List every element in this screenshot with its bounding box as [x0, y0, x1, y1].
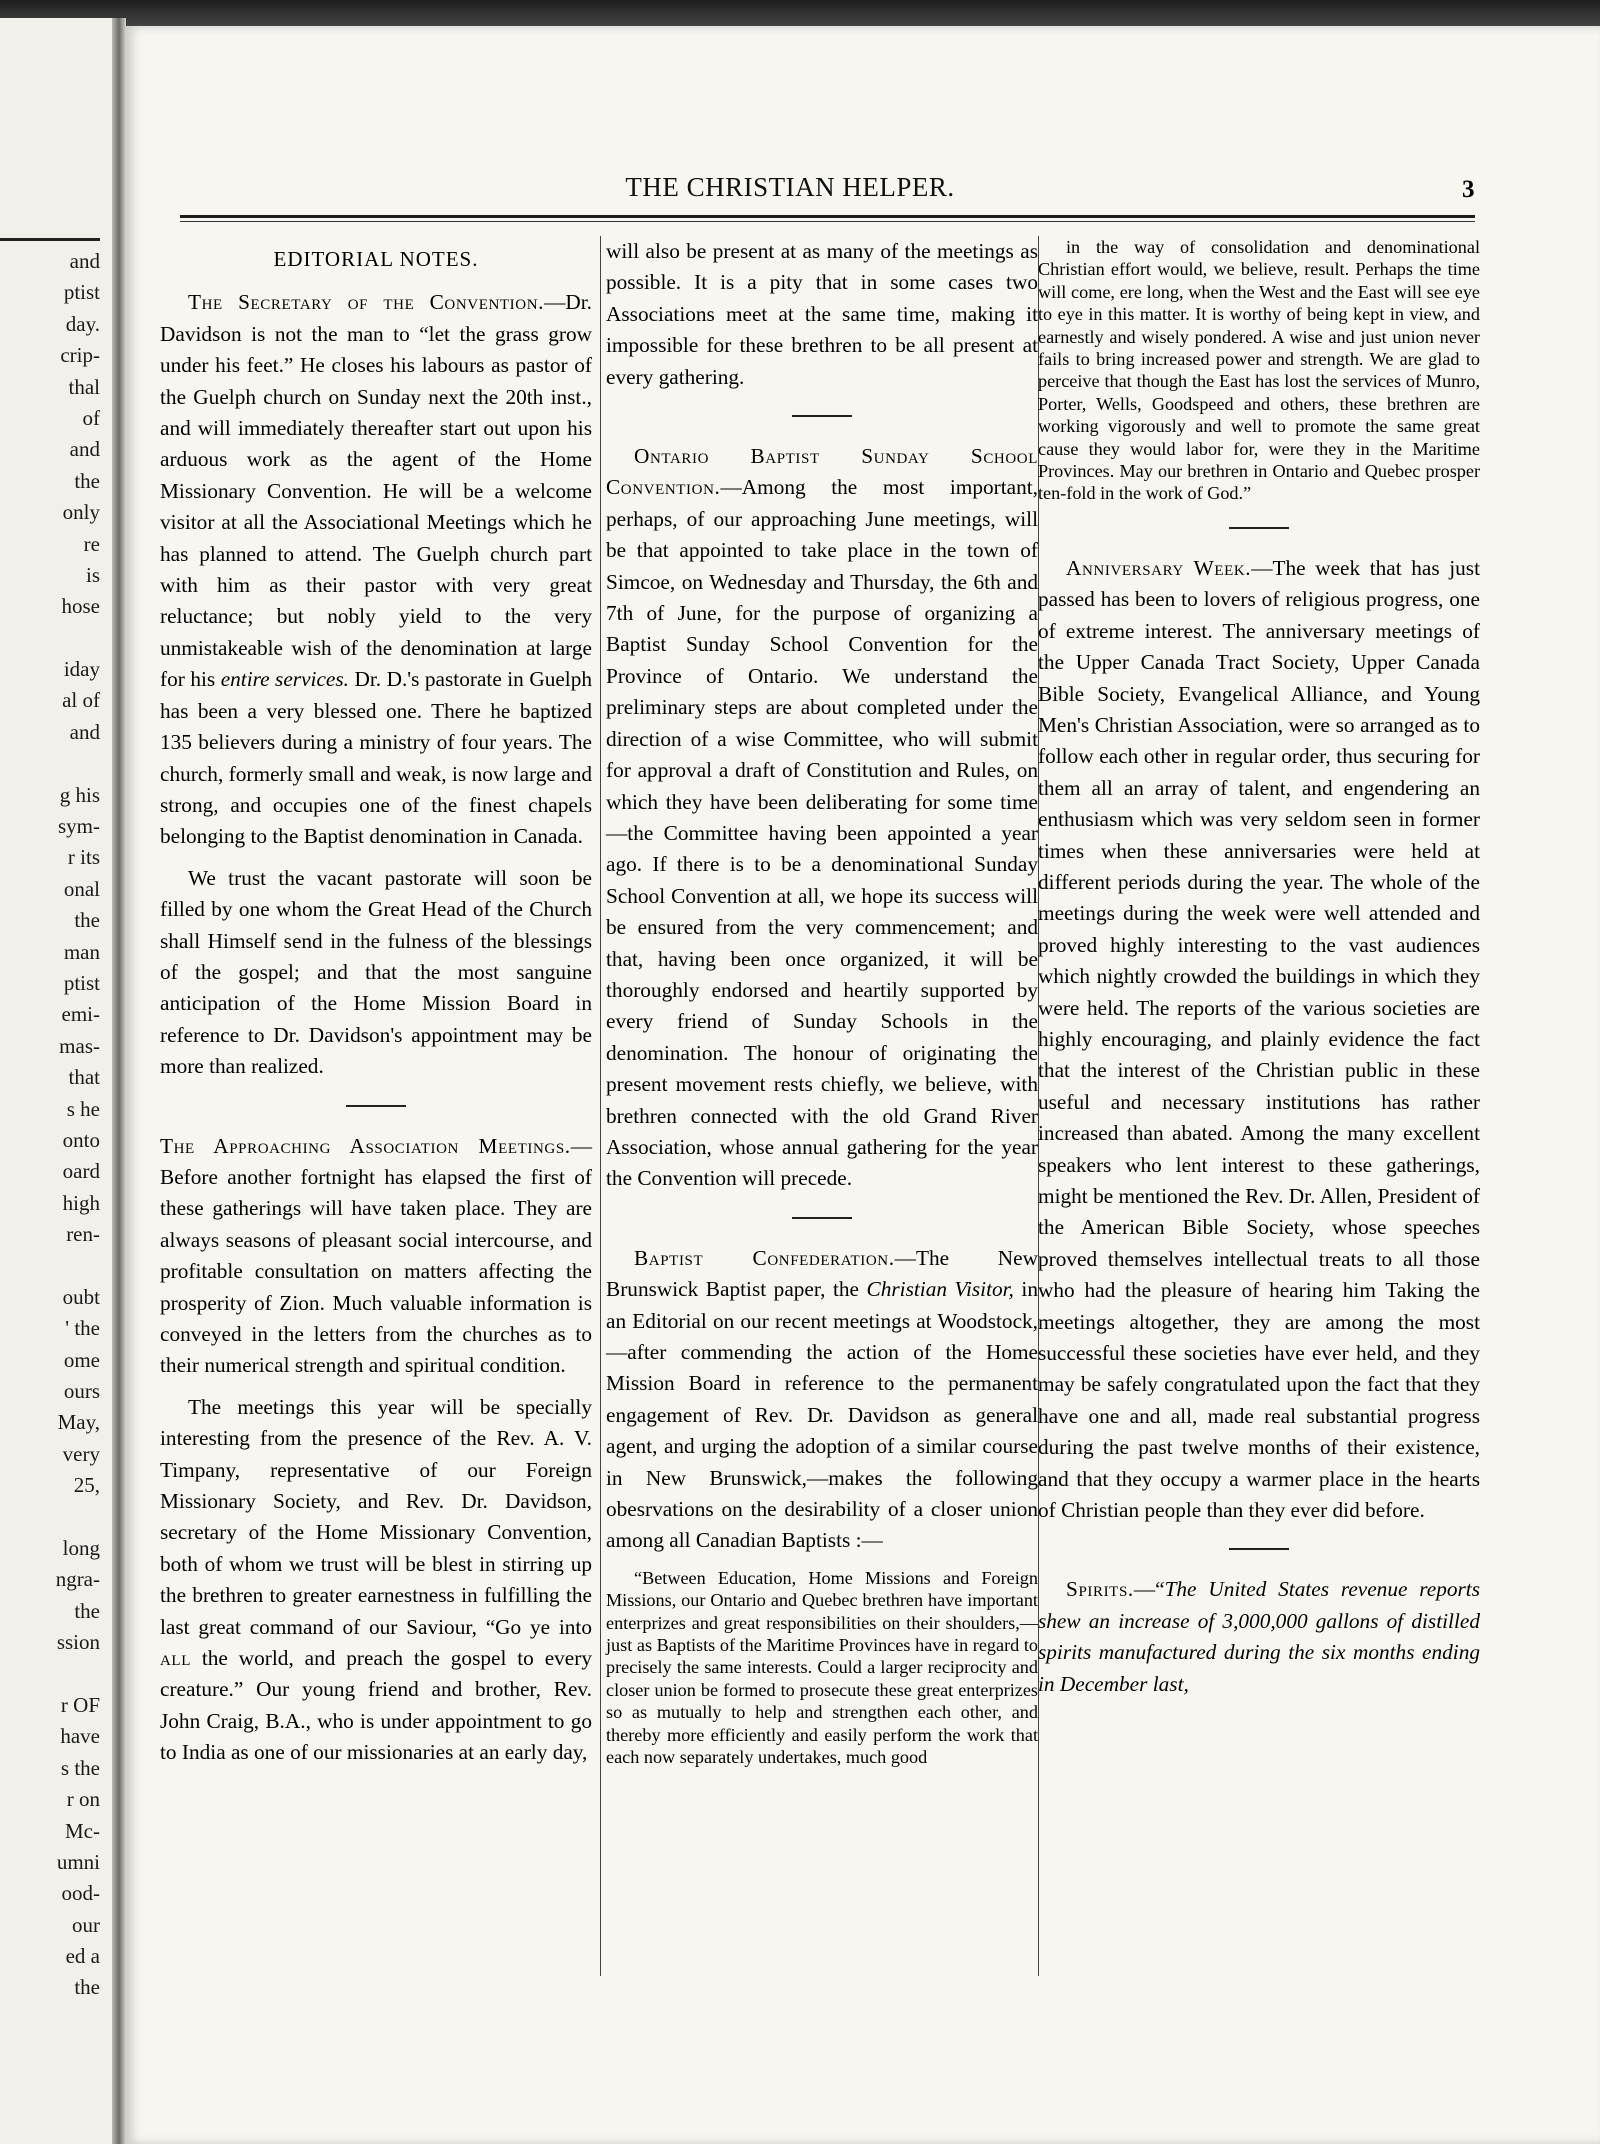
section-separator	[1229, 1548, 1289, 1550]
spirits-text: The United States revenue reports shew an increase of 3,000,000 gallons of distilled spirits manufactured during the six months ending in December last,	[1038, 1577, 1480, 1696]
secretary-text-2: Dr. D.'s pastorate in Guelph has been a very blessed one. There he baptized 135 believers during a ministry of four years. The church, formerly small and weak, is now large and strong, and occupies one of the finest chapels belonging to the Baptist denomination in Canada.	[160, 667, 593, 849]
left-fragment-line: crip-	[60, 343, 100, 368]
section-separator	[1229, 527, 1289, 529]
editorial-notes-heading: EDITORIAL NOTES.	[273, 247, 479, 271]
left-page-fragment	[0, 18, 112, 2144]
left-fragment-line: ' the	[65, 1316, 100, 1341]
left-fragment-line: the	[74, 1975, 100, 2000]
left-fragment-line: day.	[65, 311, 100, 336]
section-separator	[792, 415, 852, 417]
left-fragment-line: onto	[62, 1127, 100, 1152]
ontario-paragraph	[606, 441, 1038, 1195]
left-fragment-line	[0, 623, 100, 654]
confederation-paragraph	[606, 1243, 1038, 1557]
approaching-text: —Before another fortnight has elapsed the first of these gatherings will have taken place. They are always seasons of pleasant social intercourse, and profitable consultation on matters affecting the prosperity of Zion. Much valuable information is conveyed in the letters from the churches as to their numerical strength and spiritual condition.	[160, 1133, 592, 1378]
left-fragment-line: May,	[57, 1410, 100, 1435]
left-fragment-line: and	[69, 437, 100, 462]
left-fragment-line: ood-	[61, 1881, 100, 1906]
left-fragment-line: al of	[62, 688, 100, 713]
anniversary-paragraph	[1038, 553, 1480, 1527]
left-fragment-line: ssion	[56, 1630, 100, 1655]
left-fragment-line: mas-	[59, 1033, 100, 1058]
section-separator	[792, 1217, 852, 1219]
left-fragment-line: ome	[63, 1347, 100, 1372]
left-fragment-line	[0, 1659, 100, 1690]
left-page-rule	[0, 238, 100, 241]
left-fragment-line: and	[69, 719, 100, 744]
vacant-pastorate-paragraph: We trust the vacant pastorate will soon be filled by one whom the Great Head of the Church shall Himself send in the fulness of the blessings of the gospel; and that the most sanguine anticipation of the Home Mission Board in reference to Dr. Davidson's appointment may be more than realized.	[160, 865, 592, 1079]
ontario-lead: Ontario Baptist Sunday School Convention.	[606, 444, 1038, 500]
left-fragment-line: the	[74, 468, 100, 493]
book-gutter	[112, 18, 126, 2144]
running-title: THE CHRISTIAN HELPER.	[625, 172, 955, 202]
left-fragment-line: re	[83, 531, 100, 556]
left-fragment-line: is	[85, 562, 100, 587]
spirits-lead: Spirits.	[1066, 1577, 1134, 1602]
left-fragment-line	[0, 748, 100, 779]
left-fragment-line: oubt	[62, 1284, 100, 1309]
left-fragment-line: hose	[61, 594, 100, 619]
secretary-lead: The Secretary of the Convention.	[188, 290, 545, 315]
column-3	[1038, 236, 1480, 1710]
entire-services: entire services.	[220, 667, 349, 692]
left-fragment-line: r on	[66, 1787, 100, 1812]
left-fragment-line: oard	[62, 1159, 100, 1184]
left-fragment-line: ngra-	[55, 1567, 100, 1592]
meetings-paragraph	[160, 1392, 592, 1769]
confederation-text: —The New Brunswick Baptist paper, the	[606, 1245, 1038, 1302]
left-fragment-line: onal	[63, 876, 100, 901]
quote-continued: in the way of consolidation and denominational Christian effort would, we believe, result. Perhaps the time will come, ere long, when the West and the East will see eye to eye in this matter. It is worthy of being kept in view, and earnestly and wisely pondered. A wise and just union never fails to bring increased power and strength. We are glad to perceive that though the East has lost the services of Munro, Porter, Wells, Goodspeed and others, these brethren are working vigorously and well to promote the same great cause they would labor for, were they in the Maritime Provinces. May our brethren in Ontario and Quebec prosper ten-fold in the work of God.”	[1038, 237, 1480, 504]
column-divider	[600, 236, 601, 1976]
left-fragment-line: g his	[59, 782, 100, 807]
left-fragment-line: the	[74, 908, 100, 933]
anniversary-lead: Anniversary Week.	[1066, 555, 1252, 580]
page-number: 3	[1462, 176, 1475, 203]
left-fragment-line: man	[63, 939, 100, 964]
header-rule	[180, 215, 1475, 218]
section-separator	[346, 1105, 406, 1107]
left-fragment-line: very	[62, 1441, 100, 1466]
left-fragment-line: iday	[63, 657, 100, 682]
column-1	[160, 236, 592, 1779]
continued-paragraph: will also be present at as many of the meetings as possible. It is a pity that in some cases two Associations meet at the same time, making it impossible for these brethren to be all present at every gathering.	[606, 239, 1038, 389]
meetings-text: The meetings this year will be specially interesting from the presence of the Rev. A. V. Timpany, representative of our Foreign Missionary Society, and Rev. Dr. Davidson, secretary of the Home Missionary Convention, both of whom we trust will be blest in stirring up the brethren to greater earnestness in fulfilling the last great command of our Saviour, “Go ye into	[160, 1394, 592, 1639]
all-emphasis: all	[160, 1646, 191, 1671]
confederation-quote: “Between Education, Home Missions and Foreign Missions, our Ontario and Quebec brethren have important enterprizes and great responsibilities on their shoulders,—just as Baptists of the Maritime Provinces have in regard to precisely the same interests. Could a larger reciprocity and closer union be formed to prosecute these great enterprizes so as mutually to help and strengthen each other, and thereby more efficiently and easily perform the work that each now separately undertakes, much good	[606, 1567, 1038, 1768]
left-fragment-line: emi-	[61, 1002, 100, 1027]
secretary-paragraph	[160, 287, 592, 852]
left-fragment-line: sym-	[58, 814, 100, 839]
approaching-lead: The Approaching Association Meetings.	[160, 1133, 571, 1158]
left-fragment-line: s the	[60, 1755, 100, 1780]
left-fragment-line: ptist	[63, 970, 100, 995]
left-fragment-line: thal	[68, 374, 100, 399]
confederation-lead: Baptist Confederation.	[634, 1245, 895, 1270]
left-fragment-line	[0, 1251, 100, 1282]
left-fragment-line: ours	[63, 1379, 100, 1404]
left-fragment-line: long	[62, 1536, 100, 1561]
left-page-text	[0, 246, 100, 2004]
left-fragment-line: Mc-	[65, 1818, 100, 1843]
left-fragment-line: r OF	[60, 1692, 100, 1717]
confederation-text-2: in an Editorial on our recent meetings at Woodstock,—after commending the action of the Home Mission Board in reference to the permanent engagement of Rev. Dr. Davidson as general agent, and urging the adoption of a similar course in New Brunswick,—makes the following obesrvations on the desirability of a closer union among all Canadian Baptists :—	[606, 1277, 1038, 1553]
anniversary-text: —The week that has just passed has been to lovers of religious progress, one of extreme interest. The anniversary meetings of the Upper Canada Tract Society, Upper Canada Bible Society, Evangelical Alliance, and Young Men's Christian Association, were so arranged as to follow each other in regular order, thus securing for them all an array of talent, and engendering an enthusiasm which was very seldom seen in former times when these anniversaries were held at different periods during the year. The whole of the meetings during the week were well attended and proved highly interesting to the vast audiences which nightly crowded the buildings in which they were held. The reports of the various societies are highly encouraging, and plainly evidence the fact that the interest of the Christian public in these useful and necessary institutions has rather increased than abated. Among the many excellent speakers who lent interest to these gatherings, might be mentioned the Rev. Dr. Allen, President of the American Bible Society, whose speeches proved themselves intellectual treats to all those who had the pleasure of hearing him Taking the meetings altogether, they are among the most successful these societies have ever held, and they may be safely congratulated upon the fact that they have one and all, made real substantial progress during the past twelve months of their existence, and that they occupy a warmer place in the hearts of Christian people than they ever did before.	[1038, 555, 1481, 1523]
left-fragment-line: our	[72, 1912, 100, 1937]
left-fragment-line	[0, 1502, 100, 1533]
left-fragment-line: the	[74, 1598, 100, 1623]
ontario-text: —Among the most important, perhaps, of our approaching June meetings, will be that appointed to take place in the town of Simcoe, on Wednesday and Thursday, the 6th and 7th of June, for the purpose of organizing a Baptist Sunday School Convention for the Province of Ontario. We understand the preliminary steps are about completed under the direction of a wise Committee, who will submit for approval a draft of Constitution and Rules, on which they have been deliberating for some time—the Committee having been appointed a year ago. If there is to be a denominational Sunday School Convention at all, we hope its success will be ensured from the very commencement; and that, having been once organized, it will be thoroughly endorsed and heartily supported by every friend of Sunday Schools in the denomination. The honour of originating the present movement rests chiefly, we believe, with brethren connected with the old Grand River Association, whose annual gathering for the year the Convention will precede.	[606, 475, 1038, 1191]
left-fragment-line: s he	[66, 1096, 100, 1121]
christian-visitor: Christian Visitor,	[866, 1277, 1014, 1302]
left-fragment-line: ed a	[65, 1944, 100, 1969]
left-fragment-line: and	[69, 249, 100, 273]
meetings-text-2: the world, and preach the gospel to every creature.” Our young friend and brother, Rev. John Craig, B.A., who is under appointment to go to India as one of our missionaries at an early day,	[160, 1646, 593, 1765]
left-fragment-line: ptist	[63, 280, 100, 305]
left-fragment-line: of	[82, 405, 100, 430]
approaching-paragraph	[160, 1131, 592, 1382]
left-fragment-line: that	[68, 1065, 100, 1090]
left-fragment-line: only	[62, 500, 100, 525]
secretary-text: —Dr. Davidson is not the man to “let the grass grow under his feet.” He closes his labours as pastor of the Guelph church on Sunday next the 20th inst., and will immediately thereafter start out upon his arduous work as the agent of the Home Missionary Convention. He will be a welcome visitor at all the Associational Meetings which he has planned to attend. The Guelph church part with him as their pastor with very great reluctance; but nobly yield to the very unmistakeable wish of the denomination at large for his	[160, 290, 592, 692]
spirits-dash: —“	[1133, 1577, 1165, 1602]
left-fragment-line: umni	[56, 1849, 100, 1874]
left-fragment-line: have	[60, 1724, 100, 1749]
column-2	[606, 236, 1038, 1779]
spirits-paragraph	[1038, 1574, 1480, 1700]
left-fragment-line: 25,	[73, 1473, 100, 1498]
left-fragment-line: high	[62, 1190, 100, 1215]
left-fragment-line: ren-	[66, 1222, 100, 1247]
header-rule-thin	[180, 221, 1475, 222]
left-fragment-line: r its	[67, 845, 100, 870]
